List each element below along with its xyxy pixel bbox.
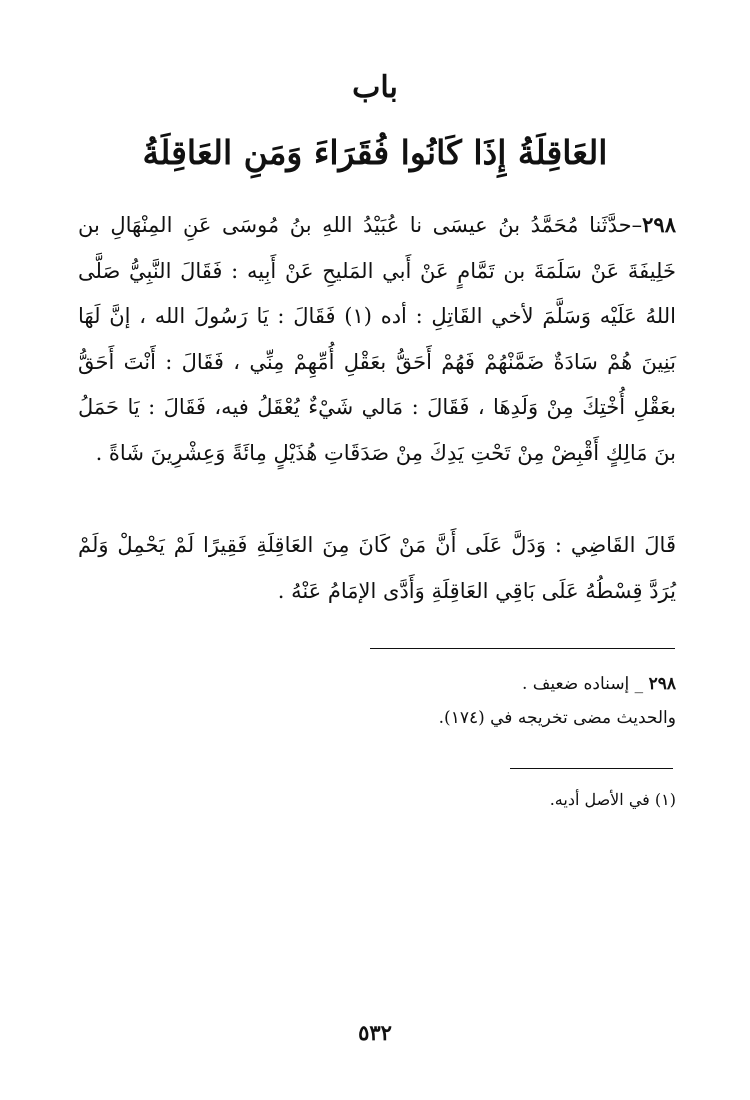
footnote-divider-short <box>510 768 673 769</box>
footnote: (١) في الأصل أديه. <box>549 790 676 809</box>
chapter-title: العَاقِلَةُ إِذَا كَانُوا فُقَرَاءَ وَمَنِ العَاقِلَةُ <box>142 133 608 172</box>
takhrij-note <box>78 667 676 735</box>
hadith-paragraph <box>78 202 676 476</box>
takhrij-grade-line <box>78 667 676 701</box>
chapter-label: باب <box>352 70 398 105</box>
takhrij-grade: _ إسناده ضعيف . <box>521 674 644 694</box>
footnote-divider <box>370 648 675 649</box>
page-number: ٥٣٢ <box>358 1020 392 1045</box>
takhrij-number: ٢٩٨ <box>648 674 676 694</box>
commentary-paragraph: قَالَ القَاضِي : وَدَلَّ عَلَى أَنَّ مَنْ كَانَ مِنَ العَاقِلَةِ فَقِيرًا لَمْ يَحْمِلْ وَلَمْ يُرَدَّ قِسْطُهُ عَلَى بَاقِي العَاقِلَةِ وَأَدَّى الإمَامُ عَنْهُ . <box>78 533 676 603</box>
hadith-number: ٢٩٨ <box>642 212 676 237</box>
hadith-text: –حدَّثَنا مُحَمَّدُ بنُ عيسَى نا عُبَيْدُ اللهِ بنُ مُوسَى عَنِ المِنْهَالِ بن خَلِيفَةَ عَنْ سَلَمَةَ بن تَمَّامٍ عَنْ أَبي المَليحِ عَنْ أَبِيه : فَقَالَ النَّبِيُّ صَلَّى اللهُ عَلَيْه وَسَلَّمَ لأخي القَاتِلِ : أده (١) فَقَالَ : يَا رَسُولَ الله ، إنَّ لَهَا بَنِينَ هُمْ سَادَةٌ ضَمَّنْهُمْ فَهُمْ أَحَقُّ بعَقْلِ أُمِّهِمْ مِنِّي ، فَقَالَ : أَنْتَ أَحَقُّ بعَقْلِ أُخْتِكَ مِنْ وَلَدِهَا ، فَقَالَ : مَالي شَيْءٌ يُعْقَلُ فيه، فَقَالَ : يَا حَمَلُ بنَ مَالِكٍ أَقْبِضْ مِنْ تَحْتِ يَدِكَ مِنْ صَدَقَاتِ هُذَيْلٍ مِائَةً وَعِشْرِينَ شَاةً . <box>78 213 676 465</box>
takhrij-reference: والحديث مضى تخريجه في (١٧٤). <box>438 708 676 728</box>
